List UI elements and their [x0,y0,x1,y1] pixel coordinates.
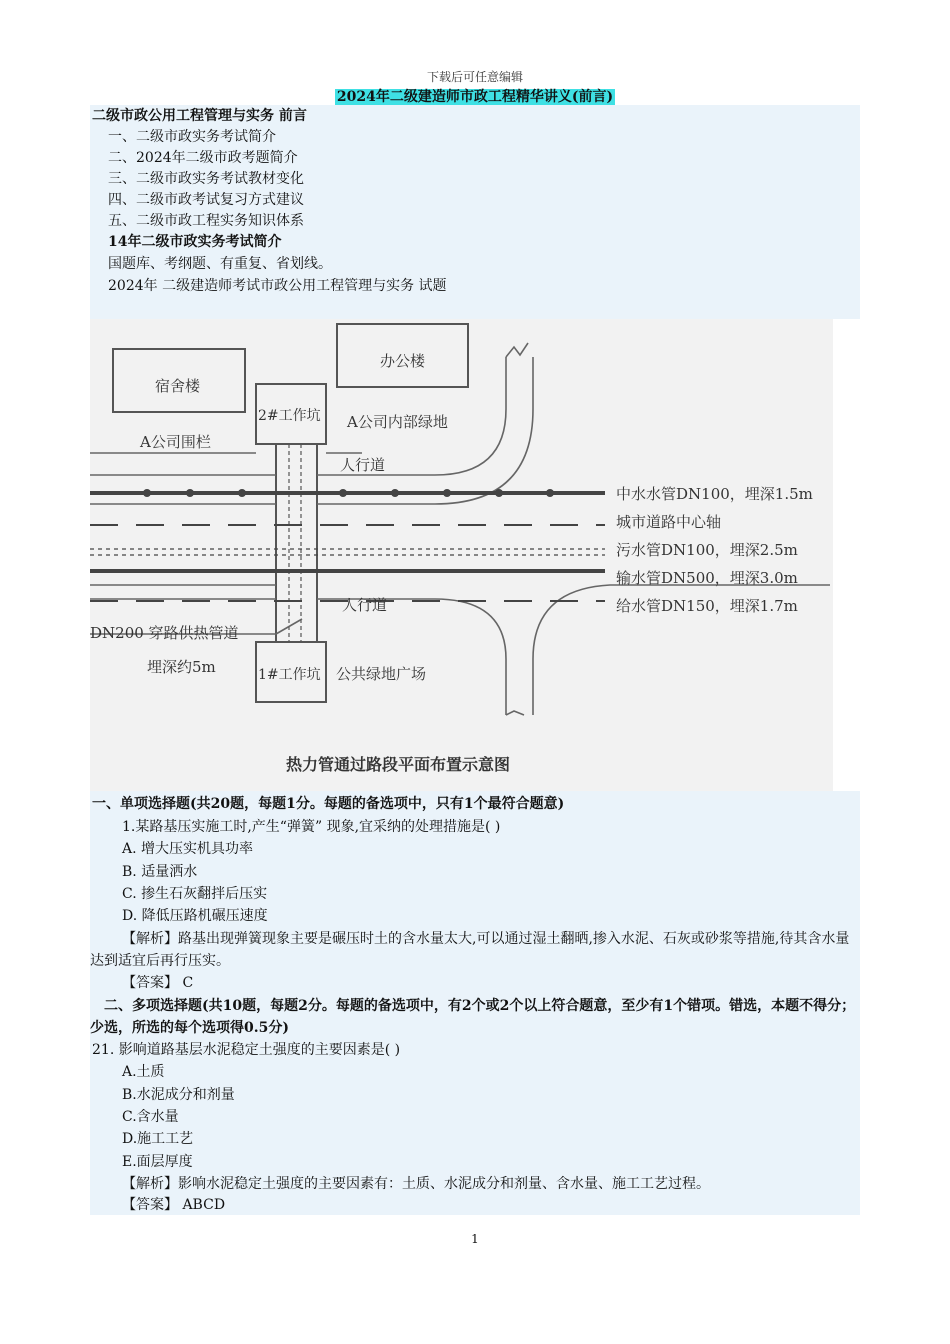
label-plaza: 公共绿地广场 [336,665,427,683]
label-heat-pipe: DN200 穿路供热管道 [90,624,239,642]
question-option: D.施工工艺 [122,1131,194,1147]
figure-caption: 热力管通过路段平面布置示意图 [286,755,511,774]
label-pit-2: 2#工作坑 [258,408,321,424]
label-transmission-pipe: 输水管DN500，埋深3.0m [616,569,798,587]
toc-item: 三、二级市政实务考试教材变化 [108,171,304,187]
valve-dot [495,489,503,497]
break-mark [506,711,524,715]
question-option: A. 增大压实机具功率 [122,841,254,857]
toc-item: 二、2024年二级市政考题简介 [108,150,298,166]
pipe-layout-diagram [90,319,833,791]
label-depth: 埋深约5m [147,658,216,676]
document-title-text: 2024年二级建造师市政工程精华讲义(前言) [336,89,614,105]
section-2-heading: 二、多项选择题(共10题，每题2分。每题的备选项中，有2个或2个以上符合题意，至少有1个错项。错选，本题不得分；少选，所选的每个选项得0.5分) [90,998,856,1036]
question-option: C. 掺生石灰翻拌后压实 [122,886,268,902]
intro-panel [90,105,860,319]
question-option: E.面层厚度 [122,1154,193,1170]
valve-dot [143,489,151,497]
question-analysis: 【解析】路基出现弹簧现象主要是碾压时土的含水量太大,可以通过湿土翻晒,掺入水泥、石灰或砂浆等措施,待其含水量达到适宜后再行压实。 [90,931,850,969]
toc-item: 一、二级市政实务考试简介 [108,129,276,145]
page-number: 1 [471,1232,479,1246]
question-option: B. 适量洒水 [122,864,198,880]
valve-dot [186,489,194,497]
page-header: 下载后可任意编辑 [426,70,523,84]
question-option: B.水泥成分和剂量 [122,1087,235,1103]
label-dorm: 宿舍楼 [155,377,201,395]
layout-figure [90,319,833,791]
intro-line: 2024年 二级建造师考试市政公用工程管理与实务 试题 [108,278,447,294]
label-green-a: A公司内部绿地 [347,413,448,431]
question-option: D. 降低压路机碾压速度 [122,908,268,924]
section-heading: 二级市政公用工程管理与实务 前言 [92,108,307,124]
label-fence: A公司围栏 [140,433,211,451]
valve-dot [443,489,451,497]
label-sewer-pipe: 污水管DN100，埋深2.5m [616,541,798,559]
document-title [0,86,950,106]
intro-heading: 14年二级市政实务考试简介 [108,234,282,250]
valve-dot [391,489,399,497]
question-analysis: 【解析】影响水泥稳定土强度的主要因素有：土质、水泥成分和剂量、含水量、施工工艺过程。 [122,1176,710,1192]
question-answer: 【答案】 C [122,975,194,991]
label-sidewalk-bottom: 人行道 [342,596,388,614]
toc-item: 四、二级市政考试复习方式建议 [108,192,304,208]
break-mark [506,343,528,357]
question-answer: 【答案】 ABCD [122,1197,226,1213]
label-office: 办公楼 [380,352,426,370]
toc-item: 五、二级市政工程实务知识体系 [108,213,304,229]
label-pit-1: 1#工作坑 [258,667,321,683]
intro-line: 国题库、考纲题、有重复、省划线。 [108,256,332,272]
question-option: C.含水量 [122,1109,179,1125]
side-road-edge [317,599,506,715]
question-stem: 21. 影响道路基层水泥稳定土强度的主要因素是( ) [92,1042,401,1058]
questions-panel [90,791,860,1215]
valve-dot [339,489,347,497]
label-reclaimed-pipe: 中水水管DN100，埋深1.5m [616,485,813,503]
question-option: A.土质 [122,1064,165,1080]
question-stem: 1.某路基压实施工时,产生“弹簧” 现象,宜采纳的处理措施是( ) [122,819,501,835]
valve-dot [546,489,554,497]
label-center-axis: 城市道路中心轴 [616,513,722,531]
section-1-heading: 一、单项选择题(共20题，每题1分。每题的备选项中，只有1个最符合题意) [92,796,565,812]
label-sidewalk-top: 人行道 [340,456,386,474]
valve-dot [238,489,246,497]
label-water-supply-pipe: 给水管DN150，埋深1.7m [616,597,798,615]
